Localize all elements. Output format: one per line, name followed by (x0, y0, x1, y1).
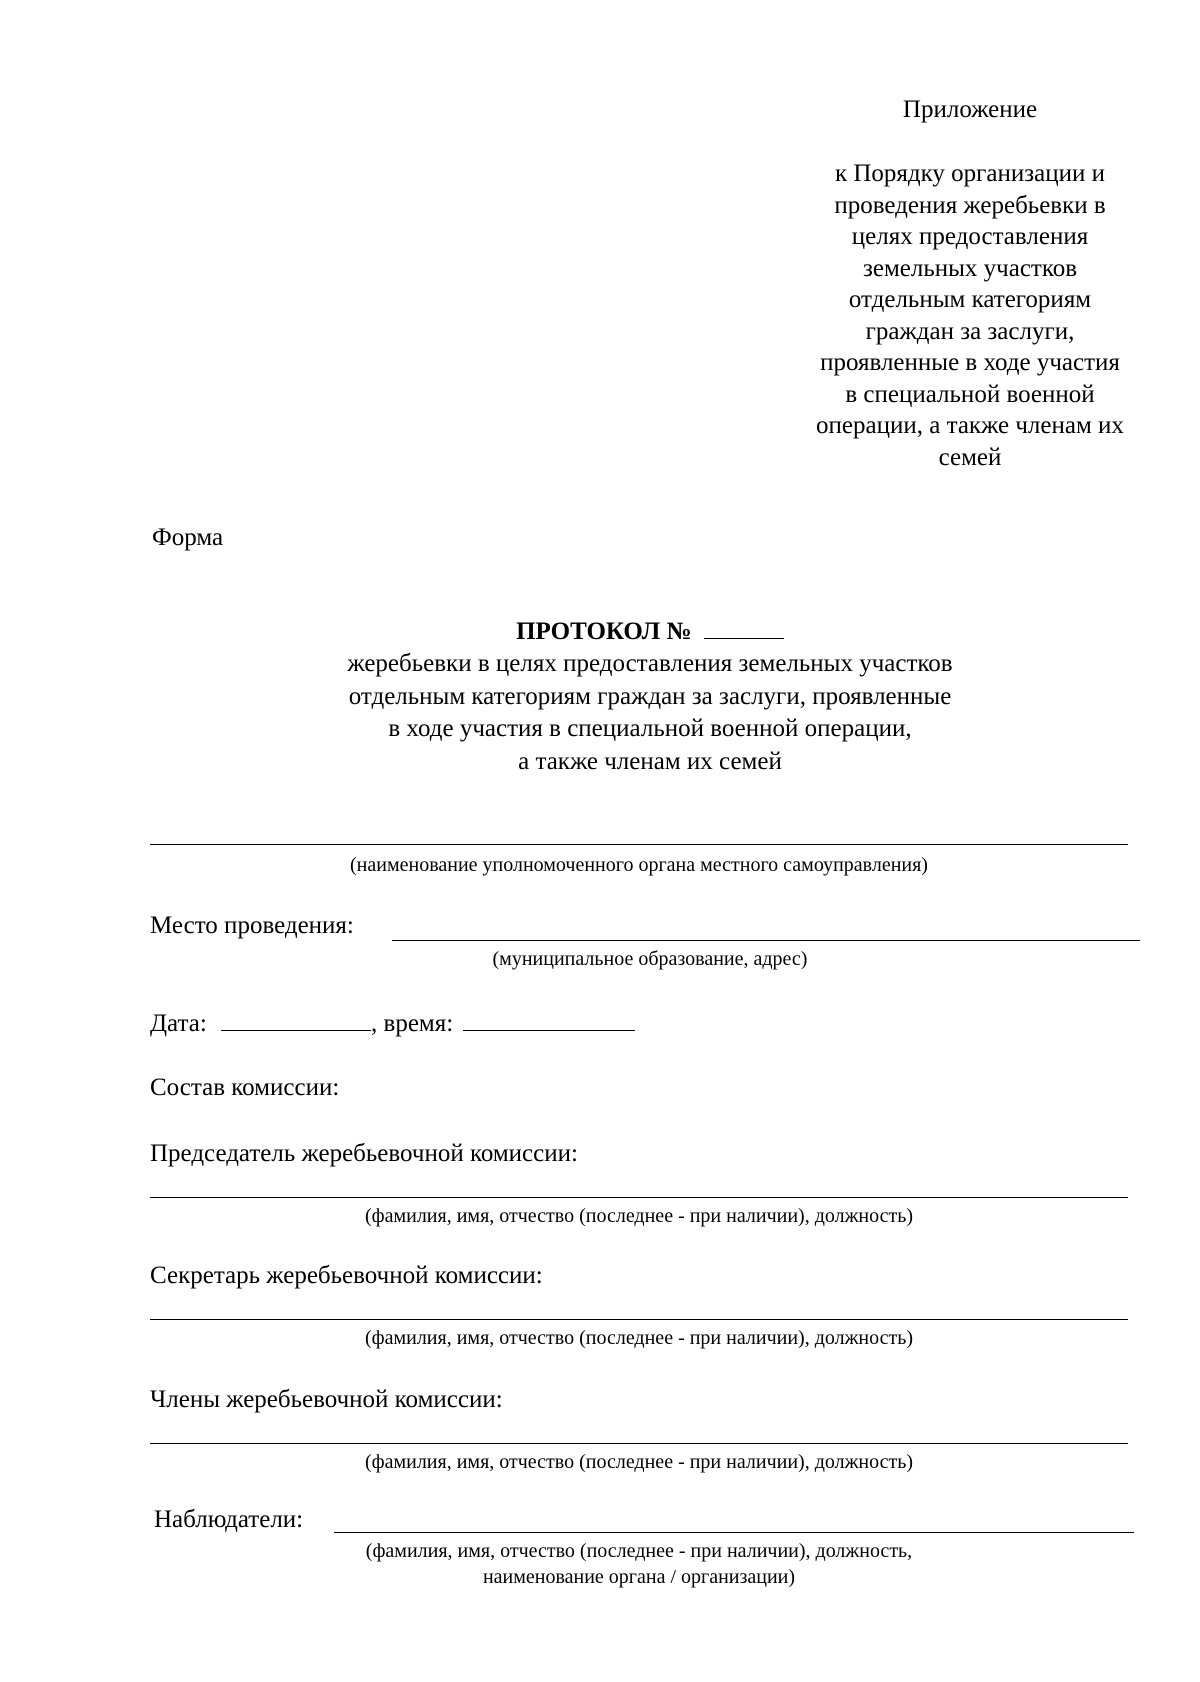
protocol-subtitle-line: а также членам их семей (518, 747, 782, 775)
protocol-title-text: ПРОТОКОЛ № (516, 618, 692, 645)
members-field[interactable] (150, 1443, 1128, 1444)
appendix-line: проведения жеребьевки в (834, 191, 1106, 219)
commission-label: Состав комиссии: (150, 1074, 340, 1101)
members-label: Члены жеребьевочной комиссии: (150, 1386, 503, 1413)
appendix-line: отдельным категориям (848, 286, 1092, 313)
date-field[interactable] (221, 1010, 371, 1031)
appendix-line: земельных участков (862, 254, 1078, 282)
secretary-caption: (фамилия, имя, отчество (последнее - при наличии), должность) (364, 1327, 914, 1349)
protocol-subtitle (200, 648, 1100, 778)
appendix-line: граждан за заслуги, (865, 317, 1075, 345)
secretary-label: Секретарь жеребьевочной комиссии: (150, 1262, 543, 1289)
venue-caption: (муниципальное образование, адрес) (492, 948, 808, 970)
protocol-title (200, 616, 1100, 648)
observers-field[interactable] (334, 1532, 1134, 1533)
appendix-label: Приложение (902, 96, 1038, 123)
authority-name-field[interactable] (150, 844, 1128, 845)
appendix-line: целях предоставления (851, 223, 1089, 250)
observers-label: Наблюдатели: (154, 1506, 304, 1533)
appendix-line: операции, а также членам их (816, 412, 1124, 439)
date-label: Дата: (150, 1010, 207, 1037)
time-field[interactable] (463, 1010, 635, 1031)
observers-caption-line: наименование органа / организации) (482, 1566, 796, 1588)
members-caption: (фамилия, имя, отчество (последнее - при наличии), должность) (364, 1451, 914, 1473)
date-time-row (150, 1008, 635, 1040)
authority-caption: (наименование уполномоченного органа местного самоуправления) (350, 854, 928, 876)
chairman-label: Председатель жеребьевочной комиссии: (150, 1140, 578, 1167)
form-label: Форма (152, 524, 224, 551)
time-label: , время: (371, 1010, 454, 1037)
protocol-subtitle-line: отдельным категориям граждан за заслуги, проявленные (348, 682, 952, 710)
appendix-reference (760, 158, 1180, 473)
appendix-line: семей (938, 443, 1002, 471)
protocol-subtitle-line: жеребьевки в целях предоставления земельных участков (347, 650, 953, 677)
appendix-line: к Порядку организации и (834, 160, 1106, 187)
chairman-field[interactable] (150, 1197, 1128, 1198)
secretary-field[interactable] (150, 1319, 1128, 1320)
protocol-subtitle-line: в ходе участия в специальной военной операции, (388, 715, 912, 742)
chairman-caption: (фамилия, имя, отчество (последнее - при наличии), должность) (364, 1205, 914, 1227)
observers-caption (150, 1538, 1128, 1590)
venue-label: Место проведения: (150, 912, 354, 939)
appendix-line: в специальной военной (845, 380, 1095, 408)
protocol-number-field[interactable] (704, 618, 784, 639)
appendix-line: проявленные в ходе участия (820, 349, 1120, 376)
venue-field[interactable] (392, 940, 1140, 941)
observers-caption-line: (фамилия, имя, отчество (последнее - при наличии), должность, (365, 1540, 913, 1562)
